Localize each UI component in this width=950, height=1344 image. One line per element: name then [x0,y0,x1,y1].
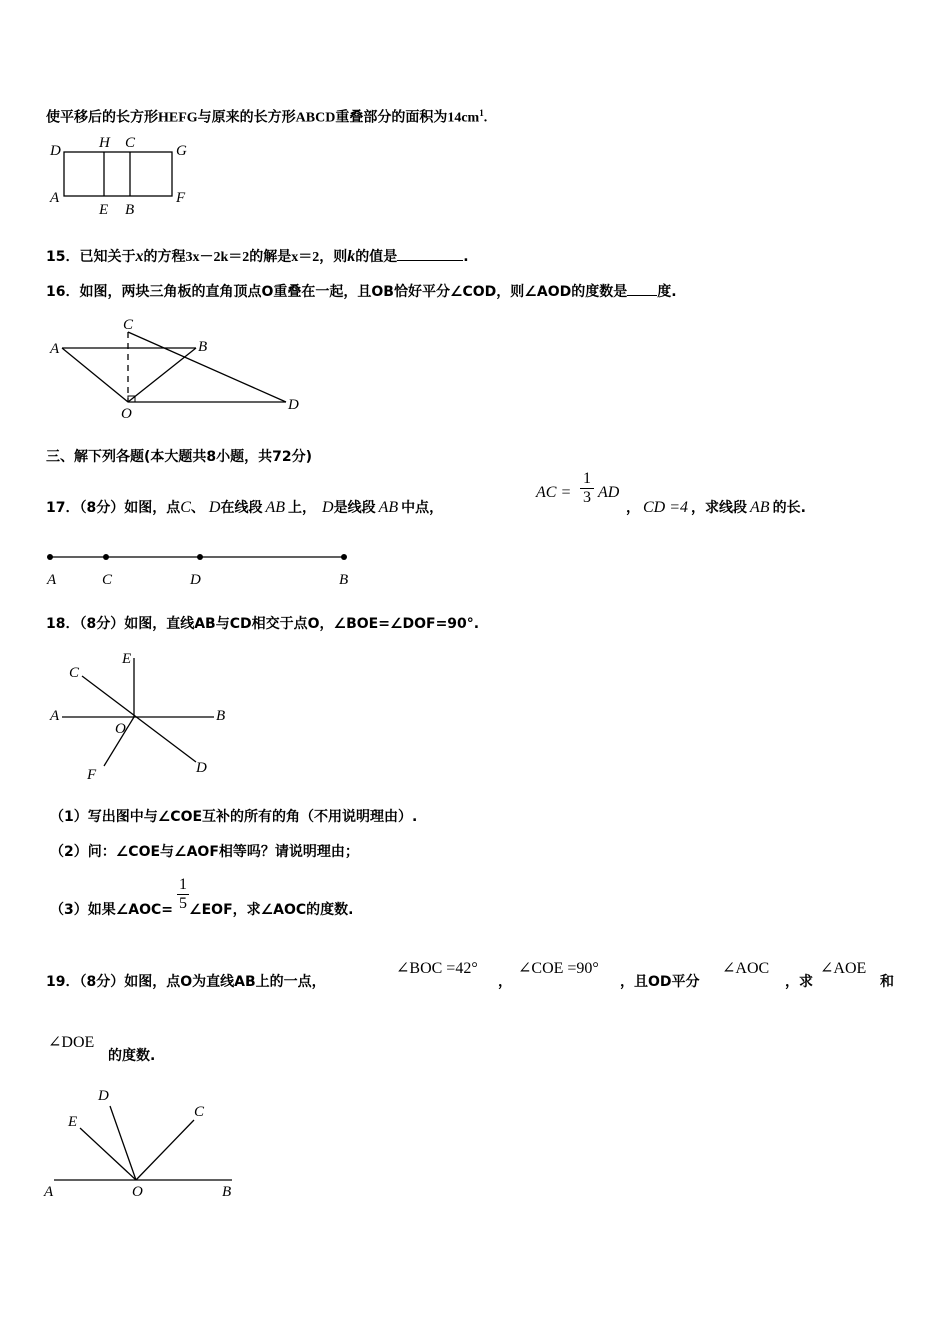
text-segment: 上， [288,500,317,516]
label-h: H [99,135,110,151]
label-d: D [98,1088,109,1104]
text-segment: . [483,110,488,126]
label-e: E [99,202,109,218]
label-b: B [216,708,226,724]
label-f: F [176,190,186,206]
math-var: AB [378,499,399,516]
label-g: G [176,143,187,159]
label-c: C [123,317,134,333]
text-segment: （3）如果∠AOC= [50,902,174,918]
fraction-numerator: 1 [583,470,591,487]
text-segment: 如图，两块三角板的直角顶点O重叠在一起，且OB恰好平分∠COD，则∠AOD的度数是 [79,284,628,300]
text-segment: 已知关于 [79,249,136,265]
label-d: D [50,143,61,159]
section-title: 三、解下列各题(本大题共8小题，共72分) [46,449,313,465]
math-expr: AD [598,484,620,501]
math-expr: AC = [536,484,572,501]
text-segment: ，求线段 [691,500,748,516]
math-var: k [347,248,356,265]
text-segment: ，求 [785,974,813,990]
label-d: D [196,760,207,776]
fraction-denominator: 3 [580,488,594,507]
label-b: B [125,202,135,218]
question-number: 15． [46,249,80,265]
label-a: A [47,572,57,588]
text-segment: 17．（8分）如图，点 [46,500,181,516]
label-c: C [194,1104,205,1120]
text-segment: 的解是 [249,249,292,265]
math-var: D [322,499,334,516]
label-a: A [50,190,60,206]
label-e: E [122,651,132,667]
math-expr: ∠BOC =42° [396,960,478,977]
comma: ， [498,974,512,990]
text-segment: 的值是 [355,249,398,265]
math-expr: CD =4 [643,499,689,516]
text-segment: ，则 [319,249,348,265]
text-segment: 是线段 [333,500,376,516]
label-e: E [68,1114,78,1130]
text-segment: 度. [657,284,677,300]
math-expr: ∠AOC [722,960,770,977]
text-segment: . [463,249,469,265]
label-d: D [190,572,201,588]
ray-oe [80,1128,136,1180]
math-expr: ∠COE =90° [518,960,599,977]
label-o: O [115,721,126,737]
superscript: 1 [479,108,484,118]
math-var: AB [750,499,770,516]
text-segment: ，且OD平分 [620,974,700,990]
math-var: x [135,248,144,265]
label-a: A [50,708,60,724]
math-expr: ∠DOE [48,1034,95,1051]
math-expr: ∠AOE [820,960,867,977]
math-var: AB [265,499,286,516]
text-segment: 和 [880,974,894,990]
label-a: A [50,341,60,357]
label-b: B [339,572,349,588]
text-segment: 的长. [772,500,806,516]
label-a: A [44,1184,54,1200]
ray-oc [136,1120,194,1180]
text-segment: 19．（8分）如图，点O为直线AB上的一点， [46,974,326,990]
label-c: C [102,572,113,588]
ray-od [110,1106,136,1180]
label-o: O [121,406,132,422]
fraction-numerator: 1 [179,876,187,893]
q18-part-2: （2）问：∠COE与∠AOF相等吗？请说明理由； [50,844,359,860]
text-segment: 的方程 [143,249,186,265]
fraction-denominator: 5 [179,895,187,912]
math-var: C [180,499,191,516]
math-var: D [208,499,221,516]
label-d: D [288,397,299,413]
label-b: B [198,339,208,355]
equation: 3x－2k＝2 [185,250,250,265]
label-c: C [69,665,80,681]
text-segment: 在线段 [220,500,263,516]
text-segment: 使平移后的长方形HEFG与原来的长方形ABCD重叠部分的面积为14cm [46,110,480,126]
label-f: F [87,767,97,783]
text-segment: 中点， [401,500,444,516]
question-18: 18．（8分）如图，直线AB与CD相交于点O，∠BOE=∠DOF=90°. [46,616,480,632]
text-segment: 的度数. [108,1048,156,1064]
q18-part-1: （1）写出图中与∠COE互补的所有的角（不用说明理由）. [50,809,418,825]
text-segment: ∠EOF，求∠AOC的度数. [189,902,354,918]
question-number: 16． [46,284,80,300]
label-o: O [132,1184,143,1200]
solution: x＝2 [291,250,320,265]
text-segment: ， [626,500,640,516]
text-segment: 、 [190,500,205,516]
label-c: C [125,135,136,151]
label-b: B [222,1184,232,1200]
